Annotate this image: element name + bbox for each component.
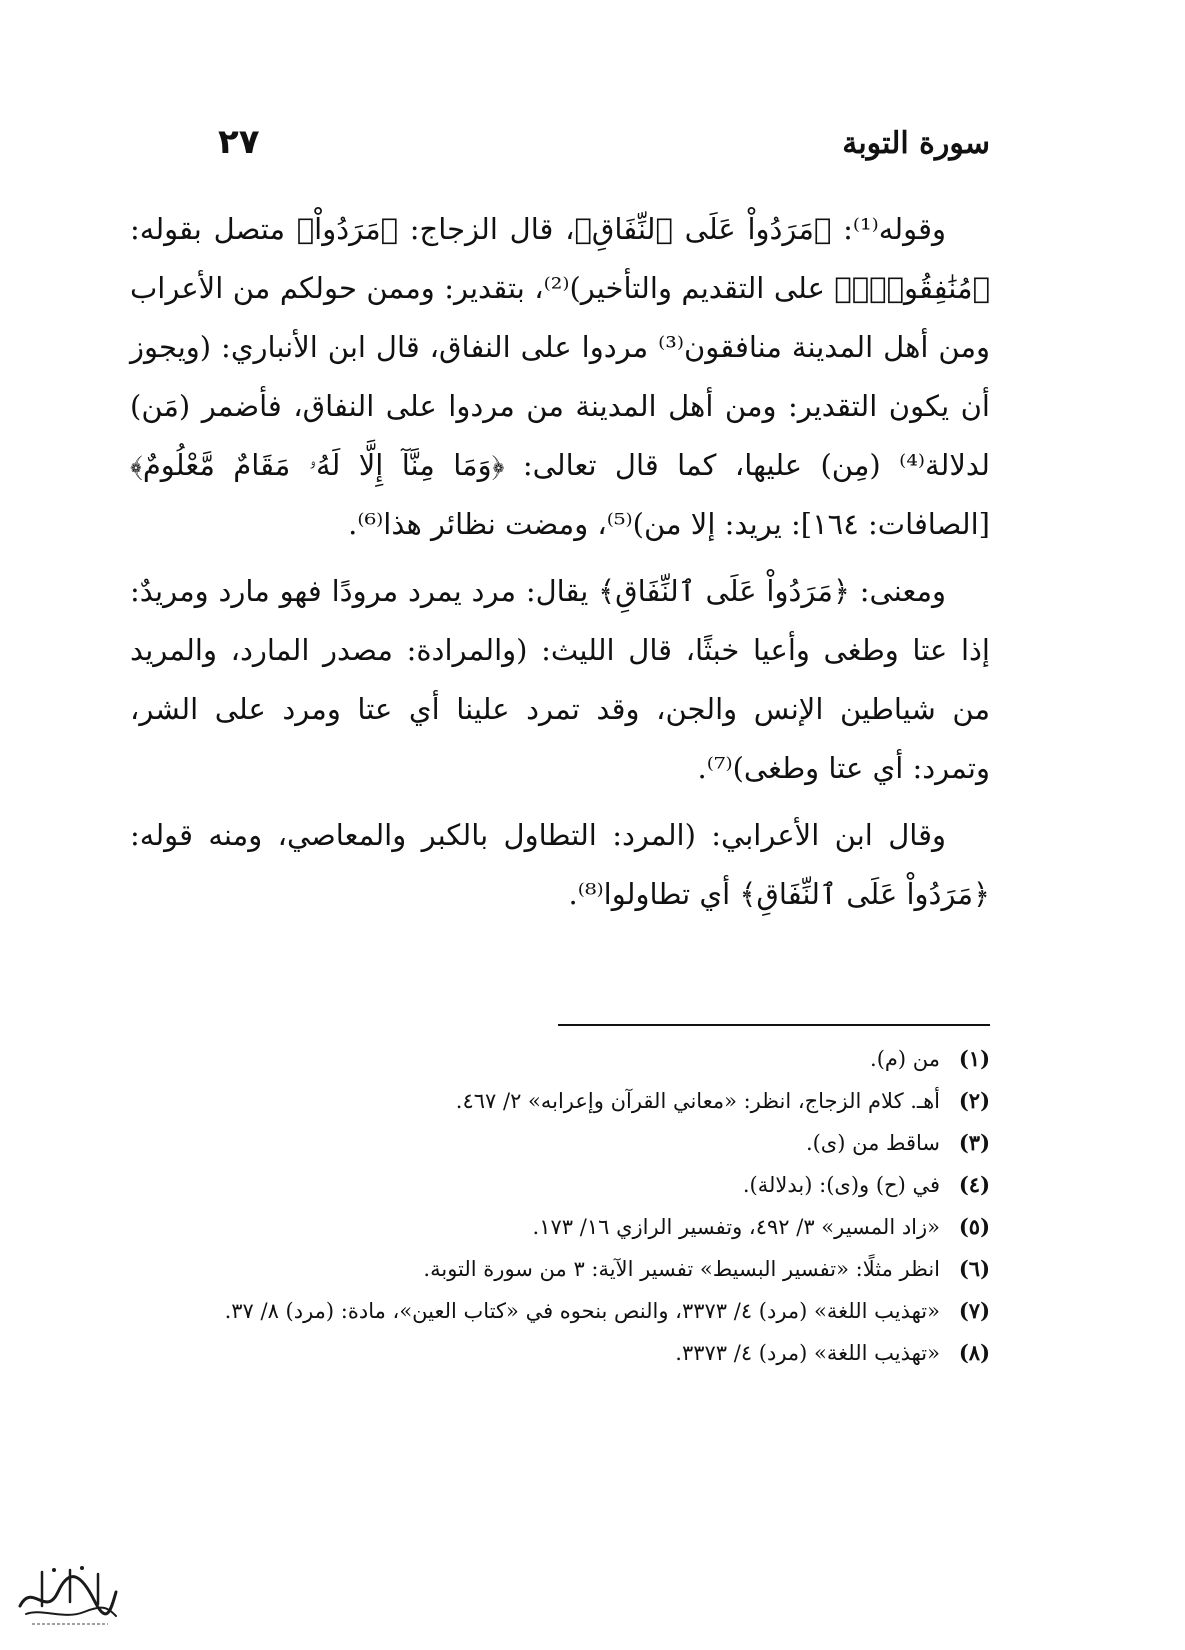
footnote-text: «تهذيب اللغة» (مرد) ٤/ ٣٣٧٣، والنص بنحوه في «كتاب العين»، مادة: (مرد) ٨/ ٣٧. bbox=[224, 1299, 940, 1323]
footnotes-list bbox=[130, 1038, 990, 1374]
footnote-text: ساقط من (ى). bbox=[805, 1131, 940, 1155]
footnote-number: (١) bbox=[958, 1046, 990, 1071]
footnote-number: (٢) bbox=[958, 1088, 990, 1113]
footnote-item bbox=[130, 1164, 990, 1206]
calligraphy-stamp bbox=[12, 1562, 122, 1630]
surah-title: سورة التوبة bbox=[842, 126, 990, 161]
footnote-text: «زاد المسير» ٣/ ٤٩٢، وتفسير الرازي ١٦/ ١٧٣. bbox=[532, 1215, 940, 1239]
footnote-number: (٨) bbox=[958, 1340, 990, 1365]
footnote-text: من (م). bbox=[870, 1047, 940, 1071]
footnote-text: «تهذيب اللغة» (مرد) ٤/ ٣٣٧٣. bbox=[675, 1341, 940, 1365]
body-text bbox=[130, 200, 990, 932]
footnote-separator bbox=[558, 1024, 990, 1026]
footnote-number: (٤) bbox=[958, 1172, 990, 1197]
paragraph: وقال ابن الأعرابي: (المرد: التطاول بالكبر والمعاصي، ومنه قوله: ﴿مَرَدُواْ عَلَى ٱلنِّفَاقِ﴾ أي تطاولوا⁽⁸⁾. bbox=[130, 818, 990, 911]
footnote-item bbox=[130, 1122, 990, 1164]
page-number: ٢٧ bbox=[218, 122, 260, 162]
page-header bbox=[130, 122, 990, 172]
footnote-text: انظر مثلًا: «تفسير البسيط» تفسير الآية: ٣ من سورة التوبة. bbox=[423, 1257, 940, 1281]
footnote-item bbox=[130, 1080, 990, 1122]
paragraph: وقوله⁽¹⁾: ﴿مَرَدُواْ عَلَى ٱلنِّفَاقِ﴾، قال الزجاج: ﴿مَرَدُواْ﴾ متصل بقوله: ﴿مُنَٰفِقُونَۖ﴾ على التقديم والتأخير)⁽²⁾، بتقدير: وممن حولكم من الأعراب ومن أهل المدينة منافقون⁽³⁾ مردوا على النفاق، قال ابن الأنباري: (ويجوز أن يكون التقدير: ومن أهل المدينة من مردوا على النفاق، فأضمر (مَن) لدلالة⁽⁴⁾ (مِن) عليها، كما قال تعالى: ﴿وَمَا مِنَّآ إِلَّا لَهُۥ مَقَامٌ مَّعْلُومٌ﴾ [الصافات: ١٦٤]: يريد: إلا من)⁽⁵⁾، ومضت نظائر هذا⁽⁶⁾. bbox=[130, 212, 991, 541]
footnote-text: في (ح) و(ى): (بدلالة). bbox=[742, 1173, 940, 1197]
document-page bbox=[130, 0, 990, 1650]
footnote-number: (٧) bbox=[958, 1298, 990, 1323]
footnote-number: (٣) bbox=[958, 1130, 990, 1155]
footnote-item bbox=[130, 1332, 990, 1374]
footnote-item bbox=[130, 1206, 990, 1248]
footnote-number: (٥) bbox=[958, 1214, 990, 1239]
footnote-item bbox=[130, 1290, 990, 1332]
paragraph: ومعنى: ﴿مَرَدُواْ عَلَى ٱلنِّفَاقِ﴾ يقال: مرد يمرد مرودًا فهو مارد ومريدٌ: إذا عتا وطغى وأعيا خبثًا، قال الليث: (والمرادة: مصدر المارد، والمريد من شياطين الإنس والجن، وقد تمرد علينا أي عتا ومرد على الشر، وتمرد: أي عتا وطغى)⁽⁷⁾. bbox=[130, 574, 990, 785]
footnote-item bbox=[130, 1248, 990, 1290]
footnote-item bbox=[130, 1038, 990, 1080]
footnote-text: أهـ. كلام الزجاج، انظر: «معاني القرآن وإعرابه» ٢/ ٤٦٧. bbox=[455, 1089, 940, 1113]
footnote-number: (٦) bbox=[958, 1256, 990, 1281]
